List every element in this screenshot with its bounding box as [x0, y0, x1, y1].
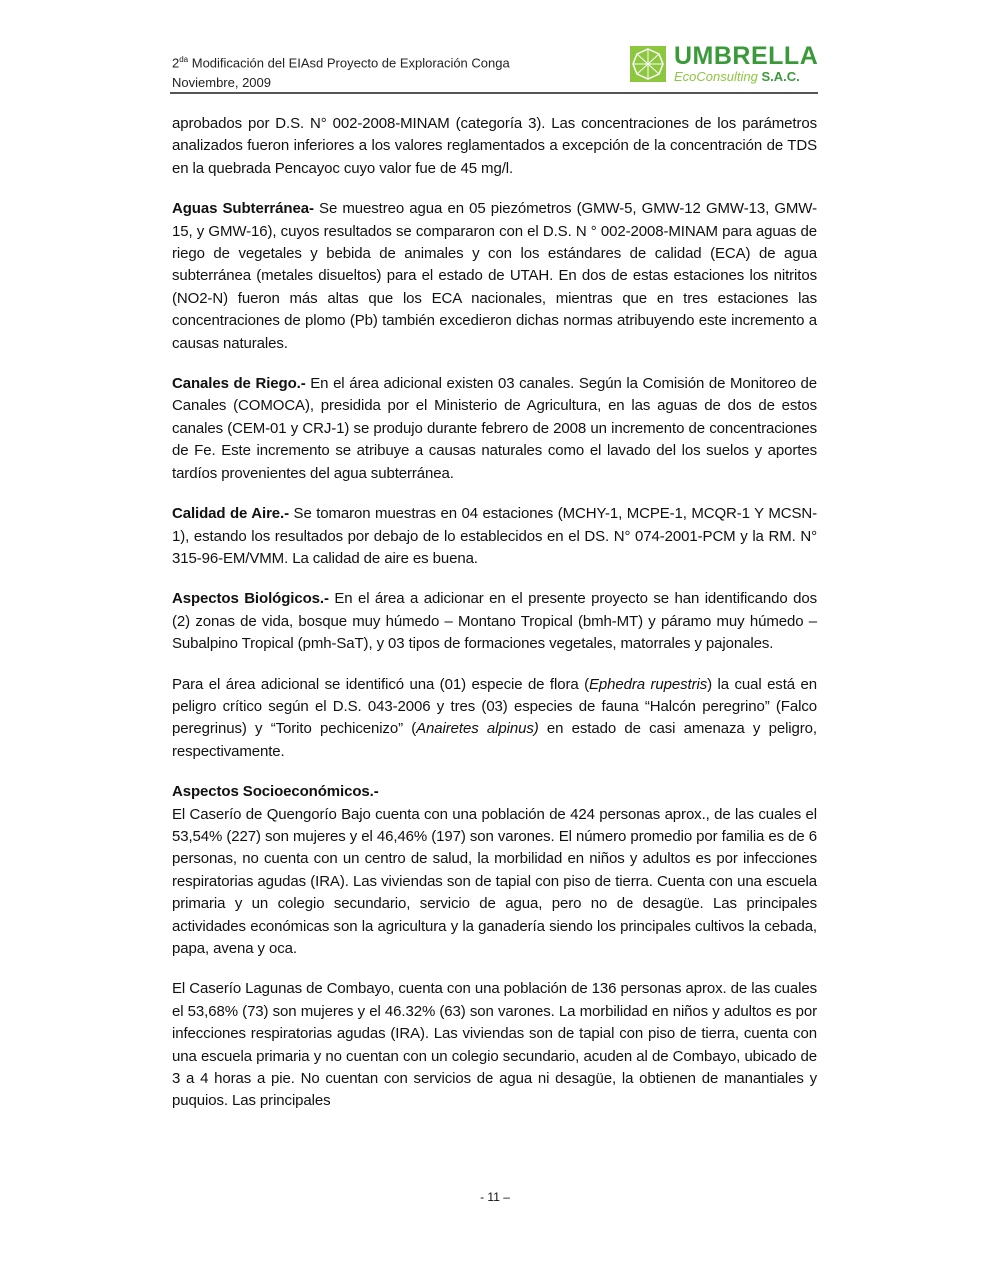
paragraph-canales-riego	[172, 373, 817, 485]
title-text: Modificación del EIAsd Proyecto de Exploración Conga	[188, 55, 510, 71]
paragraph-heading: Aguas Subterránea-	[172, 200, 314, 218]
paragraph-text: El Caserío de Quengorío Bajo cuenta con una población de 424 personas aprox., de las cuales el 53,54% (227) son mujeres y el 46,46% (197) son varones. El número promedio por familia es de 6 personas, no cuenta con un centro de salud, la morbilidad en niños y adultos es por infecciones respiratorias agudas (IRA). Las viviendas son de tapial con piso de tierra. Cuenta con una escuela primaria y un colegio secundario, servicio de agua, pero no de desagüe. Las principales actividades económicas son la agricultura y la ganadería siendo los principales cultivos la cebada, papa, avena y oca.	[172, 805, 817, 957]
paragraph-heading: Canales de Riego.-	[172, 375, 306, 393]
title-number: 2	[172, 55, 180, 71]
paragraph	[172, 113, 817, 180]
species-name: Anairetes alpinus)	[416, 720, 539, 738]
paragraph-aspectos-biologicos	[172, 588, 817, 655]
logo-sub: EcoConsulting	[674, 69, 758, 84]
company-logo	[630, 44, 820, 86]
paragraph-text: Se muestreo agua en 05 piezómetros (GMW-5, GMW-12 GMW-13, GMW-15, y GMW-16), cuyos resultados se compararon con el D.S. N ° 002-2008-MINAM para aguas de riego de vegetales y bebida de animales y con los estándares de calidad (ECA) de agua subterránea (metales disueltos) para el estado de UTAH. En dos de estas estaciones los nitritos (NO2-N) fueron más altas que los ECA nacionales, mientras que en tres estaciones las concentraciones de plomo (Pb) también excedieron dichas normas atribuyendo este incremento a causas naturales.	[172, 200, 817, 352]
paragraph-flora-fauna	[172, 674, 817, 764]
logo-sub-text	[674, 69, 800, 84]
umbrella-logo-icon	[630, 46, 666, 82]
header-divider	[170, 92, 818, 94]
paragraph-calidad-aire	[172, 503, 817, 570]
paragraph-text: ) la cual está en peligro crítico según el D.S. 043-2006 y tres (03) especies de fauna “Halcón peregrino” (Falco peregrinus) y “Torito pechicenizo” (	[172, 675, 817, 738]
logo-main-text: UMBRELLA	[674, 42, 819, 70]
paragraph-aguas-subterranea	[172, 198, 817, 355]
paragraph-text: aprobados por D.S. N° 002-2008-MINAM (categoría 3). Las concentraciones de los parámetros analizados fueron inferiores a los valores reglamentados a excepción de la concentración de TDS en la quebrada Pencayoc cuyo valor fue de 45 mg/l.	[172, 115, 817, 177]
paragraph-socioeconomicos	[172, 781, 817, 960]
document-date: Noviembre, 2009	[172, 75, 271, 91]
paragraph-text: En el área adicional existen 03 canales. Según la Comisión de Monitoreo de Canales (COMOCA), presidida por el Ministerio de Agricultura, en las aguas de dos de estos canales (CEM-01 y CRJ-1) se produjo durante febrero de 2008 un incremento de concentraciones de Fe. Este incremento se atribuye a causas naturales como el lavado del los suelos y aportes tardíos provenientes del agua subterránea.	[172, 375, 817, 482]
paragraph-heading: Calidad de Aire.-	[172, 505, 290, 523]
document-title	[172, 50, 510, 73]
title-superscript: da	[179, 55, 189, 64]
page-header	[172, 50, 510, 93]
paragraph-heading: Aspectos Socioeconómicos.-	[172, 783, 379, 801]
logo-suffix: S.A.C.	[761, 69, 800, 84]
paragraph-text: Para el área adicional se identificó una (01) especie de flora (	[172, 675, 589, 693]
document-body	[172, 113, 817, 1131]
paragraph-lagunas-combayo	[172, 978, 817, 1112]
paragraph-heading: Aspectos Biológicos.-	[172, 590, 329, 608]
paragraph-text: En el área a adicionar en el presente proyecto se han identificando dos (2) zonas de vida, bosque muy húmedo – Montano Tropical (bmh-MT) y páramo muy húmedo – Subalpino Tropical (pmh-SaT), y 03 tipos de formaciones vegetales, matorrales y pajonales.	[172, 590, 817, 653]
paragraph-text: Se tomaron muestras en 04 estaciones (MCHY-1, MCPE-1, MCQR-1 Y MCSN-1), estando los resultados por debajo de lo establecidos en el DS. N° 074-2001-PCM y la RM. N° 315-96-EM/VMM. La calidad de aire es buena.	[172, 505, 817, 567]
paragraph-text: en estado de casi amenaza y peligro, respectivamente.	[172, 720, 817, 760]
page-number: - 11 –	[480, 1190, 510, 1204]
species-name: Ephedra rupestris	[588, 675, 708, 693]
paragraph-text: El Caserío Lagunas de Combayo, cuenta con una población de 136 personas aprox. de las cuales el 53,68% (73) son mujeres y el 46.32% (63) son varones. La morbilidad en niños y adultos es por infecciones respiratorias agudas (IRA). Las viviendas son de tapial con piso de tierra, cuenta con una escuela primaria y no cuentan con un colegio secundario, acuden al de Combayo, ubicado de 3 a 4 horas a pie. No cuentan con servicios de agua ni desagüe, la obtienen de manantiales y puquios. Las principales	[172, 980, 817, 1110]
